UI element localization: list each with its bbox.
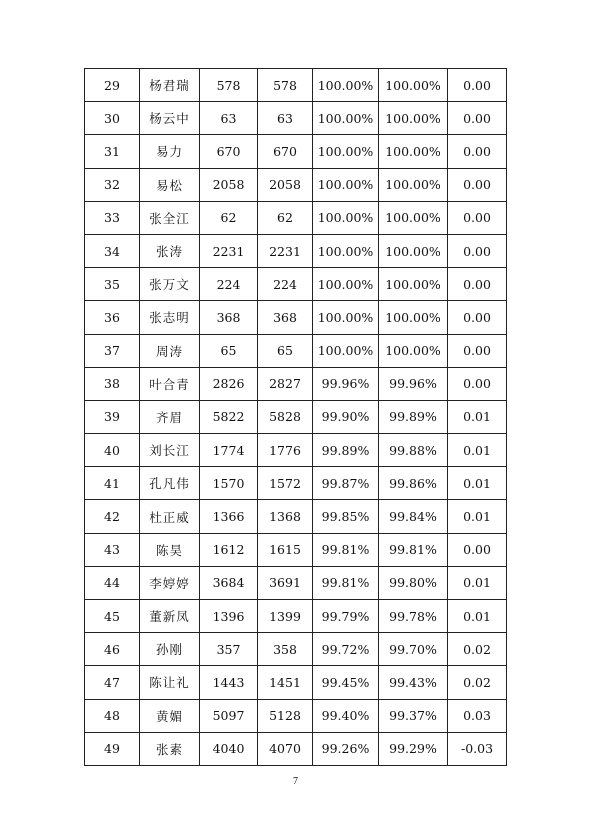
rank-cell: 33: [85, 201, 140, 234]
rank-cell: 46: [85, 633, 140, 666]
rank-cell: 36: [85, 301, 140, 334]
difference-cell: 0.01: [448, 434, 507, 467]
percent-b-cell: 99.37%: [379, 699, 448, 732]
value-b-cell: 1776: [258, 434, 313, 467]
table-row: [85, 69, 507, 102]
difference-cell: 0.00: [448, 234, 507, 267]
value-a-cell: 1396: [200, 600, 258, 633]
rank-cell: 30: [85, 102, 140, 135]
percent-a-cell: 100.00%: [313, 102, 379, 135]
value-b-cell: 1368: [258, 500, 313, 533]
value-a-cell: 670: [200, 135, 258, 168]
percent-a-cell: 99.89%: [313, 434, 379, 467]
percent-a-cell: 100.00%: [313, 301, 379, 334]
difference-cell: 0.03: [448, 699, 507, 732]
percent-a-cell: 100.00%: [313, 334, 379, 367]
name-cell: 黄媚: [140, 699, 200, 732]
percent-a-cell: 99.81%: [313, 566, 379, 599]
percent-b-cell: 100.00%: [379, 102, 448, 135]
percent-b-cell: 100.00%: [379, 334, 448, 367]
percent-b-cell: 99.84%: [379, 500, 448, 533]
value-a-cell: 1570: [200, 467, 258, 500]
rank-cell: 42: [85, 500, 140, 533]
rank-cell: 48: [85, 699, 140, 732]
rank-cell: 32: [85, 168, 140, 201]
percent-b-cell: 100.00%: [379, 168, 448, 201]
percent-b-cell: 99.96%: [379, 367, 448, 400]
value-b-cell: 358: [258, 633, 313, 666]
rank-cell: 40: [85, 434, 140, 467]
percent-b-cell: 99.78%: [379, 600, 448, 633]
table-row: [85, 533, 507, 566]
table-row: [85, 666, 507, 699]
percent-a-cell: 99.45%: [313, 666, 379, 699]
value-a-cell: 2058: [200, 168, 258, 201]
name-cell: 叶合青: [140, 367, 200, 400]
table-row: [85, 434, 507, 467]
value-a-cell: 4040: [200, 732, 258, 765]
name-cell: 孙刚: [140, 633, 200, 666]
table-row: [85, 168, 507, 201]
value-a-cell: 63: [200, 102, 258, 135]
difference-cell: 0.00: [448, 268, 507, 301]
table-body: [85, 69, 507, 766]
percent-b-cell: 99.43%: [379, 666, 448, 699]
rank-cell: 34: [85, 234, 140, 267]
name-cell: 齐眉: [140, 400, 200, 433]
difference-cell: 0.00: [448, 334, 507, 367]
value-b-cell: 224: [258, 268, 313, 301]
page-number: 7: [293, 776, 298, 787]
table-row: [85, 400, 507, 433]
table-row: [85, 600, 507, 633]
percent-a-cell: 99.79%: [313, 600, 379, 633]
name-cell: 孔凡伟: [140, 467, 200, 500]
difference-cell: -0.03: [448, 732, 507, 765]
difference-cell: 0.00: [448, 533, 507, 566]
percent-b-cell: 100.00%: [379, 201, 448, 234]
difference-cell: 0.01: [448, 600, 507, 633]
name-cell: 周涛: [140, 334, 200, 367]
rank-cell: 45: [85, 600, 140, 633]
value-b-cell: 1451: [258, 666, 313, 699]
percent-b-cell: 100.00%: [379, 268, 448, 301]
percent-a-cell: 99.40%: [313, 699, 379, 732]
percent-a-cell: 99.87%: [313, 467, 379, 500]
percent-a-cell: 99.85%: [313, 500, 379, 533]
table-row: [85, 135, 507, 168]
rank-cell: 44: [85, 566, 140, 599]
value-b-cell: 1615: [258, 533, 313, 566]
value-a-cell: 1774: [200, 434, 258, 467]
name-cell: 董新凤: [140, 600, 200, 633]
name-cell: 张志明: [140, 301, 200, 334]
table-row: [85, 234, 507, 267]
value-a-cell: 368: [200, 301, 258, 334]
value-b-cell: 4070: [258, 732, 313, 765]
value-a-cell: 578: [200, 69, 258, 102]
value-b-cell: 2827: [258, 367, 313, 400]
name-cell: 杜正威: [140, 500, 200, 533]
difference-cell: 0.00: [448, 201, 507, 234]
value-b-cell: 5128: [258, 699, 313, 732]
value-b-cell: 1572: [258, 467, 313, 500]
percent-b-cell: 99.70%: [379, 633, 448, 666]
difference-cell: 0.02: [448, 633, 507, 666]
name-cell: 易松: [140, 168, 200, 201]
rank-cell: 43: [85, 533, 140, 566]
table-row: [85, 102, 507, 135]
percent-a-cell: 99.96%: [313, 367, 379, 400]
name-cell: 张素: [140, 732, 200, 765]
percent-b-cell: 99.88%: [379, 434, 448, 467]
percent-a-cell: 100.00%: [313, 168, 379, 201]
percent-b-cell: 99.80%: [379, 566, 448, 599]
table-row: [85, 467, 507, 500]
value-b-cell: 2058: [258, 168, 313, 201]
value-b-cell: 3691: [258, 566, 313, 599]
percent-a-cell: 100.00%: [313, 234, 379, 267]
value-a-cell: 65: [200, 334, 258, 367]
value-b-cell: 63: [258, 102, 313, 135]
rank-cell: 39: [85, 400, 140, 433]
value-b-cell: 65: [258, 334, 313, 367]
value-b-cell: 2231: [258, 234, 313, 267]
difference-cell: 0.01: [448, 566, 507, 599]
rank-cell: 49: [85, 732, 140, 765]
difference-cell: 0.00: [448, 367, 507, 400]
name-cell: 张万文: [140, 268, 200, 301]
table-row: [85, 699, 507, 732]
percent-a-cell: 99.90%: [313, 400, 379, 433]
name-cell: 杨君瑞: [140, 69, 200, 102]
value-a-cell: 224: [200, 268, 258, 301]
value-a-cell: 62: [200, 201, 258, 234]
rank-cell: 35: [85, 268, 140, 301]
value-a-cell: 1443: [200, 666, 258, 699]
difference-cell: 0.01: [448, 467, 507, 500]
percent-b-cell: 99.86%: [379, 467, 448, 500]
value-b-cell: 368: [258, 301, 313, 334]
percent-b-cell: 100.00%: [379, 135, 448, 168]
difference-cell: 0.00: [448, 168, 507, 201]
percent-b-cell: 99.81%: [379, 533, 448, 566]
table-row: [85, 268, 507, 301]
table-row: [85, 732, 507, 765]
value-a-cell: 5097: [200, 699, 258, 732]
table-row: [85, 201, 507, 234]
percent-a-cell: 100.00%: [313, 135, 379, 168]
value-a-cell: 2231: [200, 234, 258, 267]
name-cell: 张涛: [140, 234, 200, 267]
name-cell: 杨云中: [140, 102, 200, 135]
percent-a-cell: 99.72%: [313, 633, 379, 666]
name-cell: 李婷婷: [140, 566, 200, 599]
name-cell: 刘长江: [140, 434, 200, 467]
name-cell: 陈昊: [140, 533, 200, 566]
table-row: [85, 334, 507, 367]
value-a-cell: 1366: [200, 500, 258, 533]
name-cell: 张全江: [140, 201, 200, 234]
data-table: [84, 68, 507, 766]
difference-cell: 0.00: [448, 301, 507, 334]
name-cell: 易力: [140, 135, 200, 168]
table-row: [85, 500, 507, 533]
rank-cell: 38: [85, 367, 140, 400]
value-b-cell: 62: [258, 201, 313, 234]
percent-b-cell: 99.29%: [379, 732, 448, 765]
difference-cell: 0.01: [448, 500, 507, 533]
percent-a-cell: 100.00%: [313, 69, 379, 102]
difference-cell: 0.01: [448, 400, 507, 433]
percent-a-cell: 99.81%: [313, 533, 379, 566]
table-row: [85, 301, 507, 334]
percent-b-cell: 100.00%: [379, 301, 448, 334]
difference-cell: 0.00: [448, 102, 507, 135]
value-a-cell: 5822: [200, 400, 258, 433]
rank-cell: 41: [85, 467, 140, 500]
value-b-cell: 1399: [258, 600, 313, 633]
table-row: [85, 633, 507, 666]
difference-cell: 0.00: [448, 135, 507, 168]
rank-cell: 37: [85, 334, 140, 367]
difference-cell: 0.02: [448, 666, 507, 699]
value-a-cell: 357: [200, 633, 258, 666]
value-b-cell: 578: [258, 69, 313, 102]
table-row: [85, 367, 507, 400]
value-b-cell: 5828: [258, 400, 313, 433]
value-a-cell: 3684: [200, 566, 258, 599]
value-a-cell: 1612: [200, 533, 258, 566]
value-a-cell: 2826: [200, 367, 258, 400]
percent-b-cell: 100.00%: [379, 234, 448, 267]
percent-a-cell: 99.26%: [313, 732, 379, 765]
rank-cell: 47: [85, 666, 140, 699]
rank-cell: 31: [85, 135, 140, 168]
table-row: [85, 566, 507, 599]
name-cell: 陈让礼: [140, 666, 200, 699]
percent-a-cell: 100.00%: [313, 201, 379, 234]
value-b-cell: 670: [258, 135, 313, 168]
percent-b-cell: 100.00%: [379, 69, 448, 102]
rank-cell: 29: [85, 69, 140, 102]
percent-b-cell: 99.89%: [379, 400, 448, 433]
difference-cell: 0.00: [448, 69, 507, 102]
percent-a-cell: 100.00%: [313, 268, 379, 301]
